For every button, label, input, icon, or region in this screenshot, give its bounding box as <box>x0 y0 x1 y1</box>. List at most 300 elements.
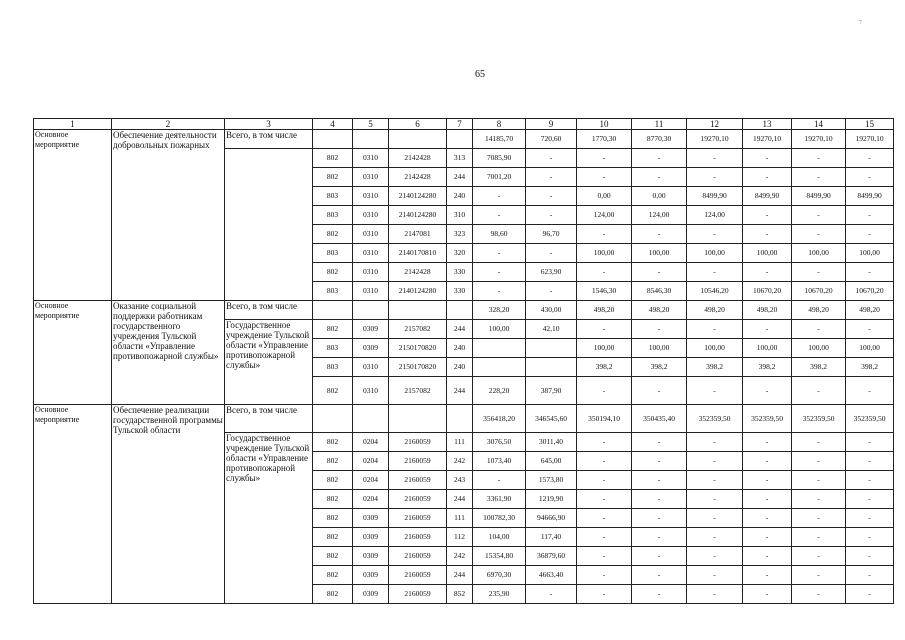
amount-value: - <box>577 149 632 168</box>
amount-value: 1546,30 <box>577 282 632 301</box>
budget-code: 802 <box>313 528 353 547</box>
empty-code-cell <box>447 130 473 149</box>
amount-value: - <box>846 263 894 282</box>
budget-code: 802 <box>313 566 353 585</box>
amount-value: 100,00 <box>846 244 894 263</box>
amount-value: - <box>846 433 894 452</box>
amount-value: - <box>792 528 846 547</box>
budget-code: 802 <box>313 547 353 566</box>
amount-value: - <box>743 528 792 547</box>
amount-value: - <box>743 433 792 452</box>
amount-value: 100,00 <box>743 244 792 263</box>
total-value: 14185,70 <box>473 130 526 149</box>
budget-code: 0204 <box>353 433 389 452</box>
amount-value: - <box>687 547 743 566</box>
column-header: 2 <box>112 119 225 130</box>
amount-value: - <box>632 225 687 244</box>
total-label: Всего, в том числе <box>225 301 313 320</box>
amount-value: - <box>792 433 846 452</box>
amount-value: - <box>687 433 743 452</box>
amount-value: 3076,50 <box>473 433 526 452</box>
section-description: Обеспечение деятельности добровольных пожарных <box>112 130 225 301</box>
amount-value: - <box>792 168 846 187</box>
total-value: 19270,10 <box>687 130 743 149</box>
amount-value: - <box>577 471 632 490</box>
amount-value: 3011,40 <box>526 433 577 452</box>
executor: Государственное учреждение Тульской области «Управление противопожарной службы» <box>225 320 313 405</box>
column-header: 6 <box>389 119 447 130</box>
amount-value: - <box>743 168 792 187</box>
budget-code: 2160059 <box>389 585 447 604</box>
amount-value: - <box>632 433 687 452</box>
budget-code: 320 <box>447 244 473 263</box>
section-total-row <box>34 405 894 433</box>
amount-value: - <box>846 149 894 168</box>
amount-value: - <box>792 377 846 405</box>
amount-value: - <box>846 320 894 339</box>
amount-value: 387,90 <box>526 377 577 405</box>
amount-value: - <box>526 244 577 263</box>
budget-code: 0204 <box>353 490 389 509</box>
budget-code: 0309 <box>353 547 389 566</box>
amount-value: - <box>632 509 687 528</box>
budget-code: 802 <box>313 490 353 509</box>
budget-code: 803 <box>313 187 353 206</box>
amount-value: - <box>577 547 632 566</box>
amount-value: 10670,20 <box>792 282 846 301</box>
amount-value: - <box>743 225 792 244</box>
budget-code: 0309 <box>353 566 389 585</box>
amount-value: - <box>792 585 846 604</box>
amount-value: - <box>846 585 894 604</box>
amount-value: 15354,80 <box>473 547 526 566</box>
amount-value: 10670,20 <box>846 282 894 301</box>
budget-code: 2142428 <box>389 168 447 187</box>
amount-value: 96,70 <box>526 225 577 244</box>
total-value: 498,20 <box>792 301 846 320</box>
corner-mark: 7 <box>859 20 862 26</box>
budget-code: 802 <box>313 377 353 405</box>
amount-value: - <box>792 566 846 585</box>
column-header: 13 <box>743 119 792 130</box>
amount-value: - <box>632 528 687 547</box>
amount-value: 10546,20 <box>687 282 743 301</box>
column-header: 15 <box>846 119 894 130</box>
budget-code: 2160059 <box>389 547 447 566</box>
amount-value: 0,00 <box>577 187 632 206</box>
budget-code: 802 <box>313 225 353 244</box>
budget-code: 802 <box>313 149 353 168</box>
amount-value: - <box>687 225 743 244</box>
budget-code: 323 <box>447 225 473 244</box>
amount-value: 1073,40 <box>473 452 526 471</box>
amount-value: 94666,90 <box>526 509 577 528</box>
amount-value: - <box>473 187 526 206</box>
amount-value: - <box>577 225 632 244</box>
amount-value: 100,00 <box>846 339 894 358</box>
amount-value: - <box>792 320 846 339</box>
budget-code: 330 <box>447 263 473 282</box>
budget-code: 242 <box>447 547 473 566</box>
section-total-row <box>34 130 894 149</box>
amount-value: 36879,60 <box>526 547 577 566</box>
total-value: 19270,10 <box>743 130 792 149</box>
amount-value: 8499,90 <box>792 187 846 206</box>
budget-code: 803 <box>313 206 353 225</box>
budget-table <box>33 118 894 604</box>
total-value: 350194,10 <box>577 405 632 433</box>
budget-code: 0310 <box>353 149 389 168</box>
budget-code: 2147081 <box>389 225 447 244</box>
amount-value: - <box>577 263 632 282</box>
amount-value: - <box>526 149 577 168</box>
total-value: 498,20 <box>632 301 687 320</box>
amount-value: 398,2 <box>687 358 743 377</box>
amount-value: - <box>632 547 687 566</box>
amount-value: - <box>687 377 743 405</box>
executor: Государственное учреждение Тульской области «Управление противопожарной службы» <box>225 433 313 604</box>
column-header: 10 <box>577 119 632 130</box>
amount-value: - <box>687 452 743 471</box>
header-row <box>34 119 894 130</box>
empty-code-cell <box>313 405 353 433</box>
amount-value: - <box>687 149 743 168</box>
amount-value: - <box>846 377 894 405</box>
amount-value: 117,40 <box>526 528 577 547</box>
section-type: Основное мероприятие <box>34 405 112 604</box>
budget-code: 0310 <box>353 206 389 225</box>
total-value: 352359,50 <box>743 405 792 433</box>
budget-code: 0309 <box>353 320 389 339</box>
budget-code: 803 <box>313 244 353 263</box>
budget-code: 802 <box>313 433 353 452</box>
column-header: 11 <box>632 119 687 130</box>
empty-code-cell <box>313 130 353 149</box>
amount-value: 42,10 <box>526 320 577 339</box>
total-value: 328,20 <box>473 301 526 320</box>
amount-value: - <box>473 206 526 225</box>
budget-code: 802 <box>313 585 353 604</box>
section-type: Основное мероприятие <box>34 301 112 405</box>
amount-value: 398,2 <box>792 358 846 377</box>
empty-code-cell <box>389 405 447 433</box>
amount-value: - <box>577 377 632 405</box>
amount-value: 398,2 <box>577 358 632 377</box>
amount-value: - <box>577 490 632 509</box>
page-number: 65 <box>475 69 485 80</box>
total-value: 498,20 <box>846 301 894 320</box>
budget-code: 2160059 <box>389 509 447 528</box>
amount-value: - <box>792 206 846 225</box>
amount-value: - <box>687 509 743 528</box>
amount-value: 100,00 <box>577 339 632 358</box>
budget-code: 852 <box>447 585 473 604</box>
column-header: 9 <box>526 119 577 130</box>
budget-code: 111 <box>447 509 473 528</box>
amount-value: 124,00 <box>577 206 632 225</box>
amount-value: - <box>577 509 632 528</box>
budget-code: 112 <box>447 528 473 547</box>
budget-code: 0310 <box>353 168 389 187</box>
total-value: 346545,60 <box>526 405 577 433</box>
amount-value: 3361,90 <box>473 490 526 509</box>
section-description: Обеспечение реализации государственной программы Тульской области <box>112 405 225 604</box>
amount-value: - <box>743 452 792 471</box>
column-header: 4 <box>313 119 353 130</box>
amount-value: - <box>473 471 526 490</box>
budget-code: 0310 <box>353 244 389 263</box>
amount-value: - <box>743 490 792 509</box>
amount-value: - <box>687 168 743 187</box>
amount-value: - <box>632 471 687 490</box>
amount-value: - <box>846 452 894 471</box>
amount-value: - <box>473 282 526 301</box>
amount-value: - <box>743 263 792 282</box>
total-value: 1770,30 <box>577 130 632 149</box>
total-value: 498,20 <box>577 301 632 320</box>
empty-code-cell <box>313 301 353 320</box>
executor <box>225 149 313 301</box>
amount-value: - <box>687 566 743 585</box>
amount-value: - <box>632 320 687 339</box>
budget-code: 803 <box>313 358 353 377</box>
amount-value: 1573,80 <box>526 471 577 490</box>
amount-value: - <box>743 585 792 604</box>
budget-code: 244 <box>447 490 473 509</box>
amount-value: 10670,20 <box>743 282 792 301</box>
total-value: 350435,40 <box>632 405 687 433</box>
section-total-row <box>34 301 894 320</box>
budget-code: 0310 <box>353 358 389 377</box>
amount-value: - <box>792 452 846 471</box>
amount-value: 645,00 <box>526 452 577 471</box>
amount-value: 100,00 <box>687 244 743 263</box>
amount-value: - <box>687 263 743 282</box>
amount-value: 398,2 <box>846 358 894 377</box>
amount-value: 398,2 <box>743 358 792 377</box>
empty-code-cell <box>447 301 473 320</box>
budget-code: 243 <box>447 471 473 490</box>
amount-value: 7085,90 <box>473 149 526 168</box>
budget-code: 2140124280 <box>389 187 447 206</box>
budget-code: 313 <box>447 149 473 168</box>
amount-value: 98,60 <box>473 225 526 244</box>
amount-value <box>473 358 526 377</box>
amount-value: - <box>632 490 687 509</box>
empty-code-cell <box>353 130 389 149</box>
amount-value: - <box>792 509 846 528</box>
amount-value: 6970,30 <box>473 566 526 585</box>
budget-code: 803 <box>313 339 353 358</box>
section-type: Основное мероприятие <box>34 130 112 301</box>
budget-code: 0310 <box>353 377 389 405</box>
budget-code: 0310 <box>353 187 389 206</box>
amount-value: - <box>846 490 894 509</box>
amount-value: - <box>846 509 894 528</box>
amount-value: 100,00 <box>632 244 687 263</box>
budget-code: 2142428 <box>389 149 447 168</box>
amount-value: - <box>743 547 792 566</box>
amount-value: 8499,90 <box>743 187 792 206</box>
amount-value: - <box>743 471 792 490</box>
amount-value: 8499,90 <box>846 187 894 206</box>
amount-value: - <box>632 168 687 187</box>
column-header: 8 <box>473 119 526 130</box>
budget-code: 0309 <box>353 585 389 604</box>
column-header: 14 <box>792 119 846 130</box>
budget-code: 0204 <box>353 471 389 490</box>
budget-code: 240 <box>447 339 473 358</box>
budget-code: 240 <box>447 358 473 377</box>
amount-value: - <box>577 320 632 339</box>
amount-value: - <box>743 206 792 225</box>
budget-code: 0310 <box>353 225 389 244</box>
amount-value: - <box>743 509 792 528</box>
amount-value: - <box>632 452 687 471</box>
budget-code: 2140170810 <box>389 244 447 263</box>
amount-value: 0,00 <box>632 187 687 206</box>
budget-code: 240 <box>447 187 473 206</box>
budget-code: 802 <box>313 509 353 528</box>
budget-code: 0309 <box>353 339 389 358</box>
total-value: 498,20 <box>743 301 792 320</box>
amount-value: 228,20 <box>473 377 526 405</box>
budget-code: 2150170820 <box>389 358 447 377</box>
budget-code: 802 <box>313 168 353 187</box>
budget-code: 2160059 <box>389 490 447 509</box>
total-value: 356418,20 <box>473 405 526 433</box>
amount-value: - <box>846 528 894 547</box>
amount-value: 7001,20 <box>473 168 526 187</box>
empty-code-cell <box>447 405 473 433</box>
amount-value: 398,2 <box>632 358 687 377</box>
budget-code: 2160059 <box>389 471 447 490</box>
total-label: Всего, в том числе <box>225 405 313 433</box>
amount-value: - <box>526 282 577 301</box>
amount-value: - <box>687 320 743 339</box>
column-header: 12 <box>687 119 743 130</box>
amount-value: - <box>792 225 846 244</box>
amount-value: 4663,40 <box>526 566 577 585</box>
amount-value: - <box>792 547 846 566</box>
amount-value: - <box>577 585 632 604</box>
amount-value: - <box>632 566 687 585</box>
amount-value: 100782,30 <box>473 509 526 528</box>
amount-value: - <box>743 149 792 168</box>
amount-value: - <box>526 187 577 206</box>
empty-code-cell <box>353 405 389 433</box>
amount-value: - <box>792 263 846 282</box>
budget-code: 0309 <box>353 528 389 547</box>
amount-value: 8499,90 <box>687 187 743 206</box>
amount-value: 124,00 <box>632 206 687 225</box>
budget-code: 802 <box>313 471 353 490</box>
budget-code: 803 <box>313 282 353 301</box>
budget-code: 244 <box>447 377 473 405</box>
amount-value: - <box>577 566 632 585</box>
budget-code: 2160059 <box>389 433 447 452</box>
amount-value: - <box>687 585 743 604</box>
amount-value: 100,00 <box>632 339 687 358</box>
budget-code: 2140124280 <box>389 282 447 301</box>
budget-code: 0309 <box>353 509 389 528</box>
amount-value: 104,00 <box>473 528 526 547</box>
budget-code: 244 <box>447 566 473 585</box>
amount-value: 100,00 <box>792 244 846 263</box>
budget-code: 244 <box>447 320 473 339</box>
total-value: 19270,10 <box>792 130 846 149</box>
column-header: 1 <box>34 119 112 130</box>
budget-code: 0310 <box>353 282 389 301</box>
amount-value <box>526 358 577 377</box>
budget-code: 310 <box>447 206 473 225</box>
budget-code: 242 <box>447 452 473 471</box>
total-value: 352359,50 <box>792 405 846 433</box>
amount-value: 100,00 <box>687 339 743 358</box>
budget-code: 330 <box>447 282 473 301</box>
amount-value: - <box>632 377 687 405</box>
column-header: 5 <box>353 119 389 130</box>
amount-value: 623,90 <box>526 263 577 282</box>
amount-value: - <box>526 585 577 604</box>
amount-value: - <box>743 566 792 585</box>
amount-value: - <box>632 585 687 604</box>
amount-value: - <box>687 471 743 490</box>
column-header: 7 <box>447 119 473 130</box>
budget-code: 0204 <box>353 452 389 471</box>
amount-value: 100,00 <box>577 244 632 263</box>
budget-code: 111 <box>447 433 473 452</box>
amount-value: - <box>846 471 894 490</box>
amount-value: - <box>577 528 632 547</box>
amount-value: - <box>526 206 577 225</box>
budget-code: 244 <box>447 168 473 187</box>
amount-value: - <box>743 320 792 339</box>
budget-code: 0310 <box>353 263 389 282</box>
amount-value: - <box>846 566 894 585</box>
total-value: 352359,50 <box>687 405 743 433</box>
amount-value: - <box>846 225 894 244</box>
amount-value: - <box>687 490 743 509</box>
amount-value: 100,00 <box>743 339 792 358</box>
amount-value: - <box>687 528 743 547</box>
amount-value: 100,00 <box>792 339 846 358</box>
budget-code: 2160059 <box>389 566 447 585</box>
amount-value: 8546,30 <box>632 282 687 301</box>
amount-value: - <box>577 433 632 452</box>
amount-value: - <box>473 244 526 263</box>
amount-value: - <box>846 206 894 225</box>
amount-value <box>526 339 577 358</box>
total-label: Всего, в том числе <box>225 130 313 149</box>
budget-code: 2150170820 <box>389 339 447 358</box>
column-header: 3 <box>225 119 313 130</box>
amount-value: - <box>792 149 846 168</box>
budget-code: 802 <box>313 263 353 282</box>
amount-value <box>473 339 526 358</box>
section-description: Оказание социальной поддержки работникам государственного учреждения Тульской области «Управление противопожарной службы» <box>112 301 225 405</box>
amount-value: - <box>632 263 687 282</box>
amount-value: - <box>846 168 894 187</box>
total-value: 498,20 <box>687 301 743 320</box>
amount-value: - <box>473 263 526 282</box>
amount-value: - <box>632 149 687 168</box>
amount-value: - <box>577 452 632 471</box>
total-value: 720,60 <box>526 130 577 149</box>
total-value: 430,00 <box>526 301 577 320</box>
budget-code: 2140124280 <box>389 206 447 225</box>
total-value: 19270,10 <box>846 130 894 149</box>
